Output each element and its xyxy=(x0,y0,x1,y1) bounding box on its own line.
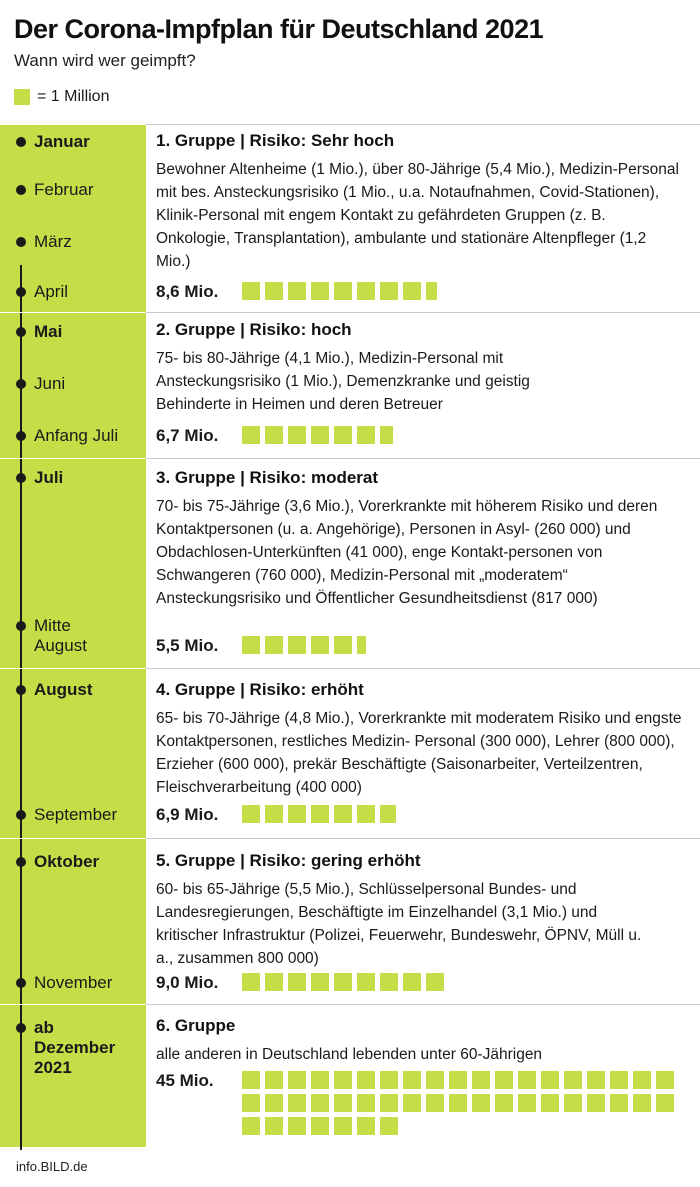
group-divider xyxy=(146,312,700,313)
million-square-icon xyxy=(403,973,421,991)
timeline-month: August xyxy=(34,680,93,699)
timeline-month: Mitte August xyxy=(34,616,87,655)
million-square-icon xyxy=(265,1117,283,1135)
group-heading: 2. Gruppe | Risiko: hoch xyxy=(156,320,352,339)
million-square-icon xyxy=(242,973,260,991)
million-square-icon xyxy=(656,1071,674,1089)
group-total xyxy=(156,426,694,449)
million-square-icon xyxy=(449,1071,467,1089)
timeline-month: Juli xyxy=(34,468,64,487)
timeline-divider xyxy=(0,838,146,839)
legend-label: = 1 Million xyxy=(37,88,110,105)
million-square-icon xyxy=(357,282,375,300)
million-square-icon xyxy=(311,1071,329,1089)
timeline-divider xyxy=(0,1004,146,1005)
million-square-icon xyxy=(288,282,306,300)
timeline-dot-icon xyxy=(16,237,26,247)
timeline-month: Januar xyxy=(34,132,90,151)
million-square-icon xyxy=(472,1071,490,1089)
group-divider xyxy=(146,124,700,125)
group-description: alle anderen in Deutschland lebenden unter 60-Jährigen xyxy=(156,1046,543,1063)
million-square-icon xyxy=(541,1094,559,1112)
million-square-icon xyxy=(288,1094,306,1112)
million-square-icon xyxy=(587,1094,605,1112)
timeline-dot-icon xyxy=(16,473,26,483)
million-square-icon xyxy=(311,282,329,300)
group-divider xyxy=(146,838,700,839)
legend xyxy=(14,88,109,106)
million-square-icon xyxy=(426,1071,444,1089)
million-square-icon xyxy=(265,282,283,300)
million-square-icon xyxy=(564,1094,582,1112)
partial-million-square-icon xyxy=(380,805,396,823)
million-square-icon xyxy=(311,805,329,823)
million-square-icon xyxy=(288,636,306,654)
group-total-label: 8,6 Mio. xyxy=(156,282,219,301)
million-square-icon xyxy=(357,973,375,991)
million-square-icon xyxy=(656,1094,674,1112)
timeline-dot-icon xyxy=(16,621,26,631)
partial-million-square-icon xyxy=(380,426,393,444)
group-total xyxy=(156,1071,694,1140)
group-description: Bewohner Altenheime (1 Mio.), über 80-Jährige (5,4 Mio.), Medizin-Personal mit bes. Ansteckungsrisiko (1 Mio., u.a. Notaufnahmen, Covid-Stationen), Klinik-Personal mit engem Kontakt zu gefährdeten Gruppen (z. B. Onkologie, Transplantation), ambulante und stationäre Altenpfleger (1,2 Mio.) xyxy=(156,161,679,270)
group-total xyxy=(156,636,694,659)
million-square-icon xyxy=(265,1071,283,1089)
group-heading: 4. Gruppe | Risiko: erhöht xyxy=(156,680,364,699)
timeline-month: Oktober xyxy=(34,852,100,871)
group-total-label: 9,0 Mio. xyxy=(156,973,219,992)
million-square-icon xyxy=(242,282,260,300)
million-square-icon xyxy=(495,1071,513,1089)
group-card xyxy=(156,130,691,273)
group-card xyxy=(156,467,691,610)
million-squares xyxy=(242,426,694,449)
group-total xyxy=(156,282,694,305)
million-square-icon xyxy=(426,973,444,991)
million-square-icon xyxy=(334,805,352,823)
million-square-icon xyxy=(242,1071,260,1089)
million-square-icon xyxy=(242,805,260,823)
million-square-icon xyxy=(265,636,283,654)
group-total-label: 5,5 Mio. xyxy=(156,636,219,655)
group-card xyxy=(156,679,691,799)
million-square-icon xyxy=(334,1071,352,1089)
million-square-icon xyxy=(633,1094,651,1112)
million-square-icon xyxy=(495,1094,513,1112)
timeline-dot-icon xyxy=(16,431,26,441)
million-square-icon xyxy=(403,1071,421,1089)
million-square-icon xyxy=(357,1071,375,1089)
million-square-icon xyxy=(633,1071,651,1089)
million-square-icon xyxy=(265,973,283,991)
timeline-dot-icon xyxy=(16,1023,26,1033)
million-squares xyxy=(242,1071,694,1140)
million-squares xyxy=(242,636,694,659)
timeline-divider xyxy=(0,124,146,125)
million-square-icon xyxy=(334,1117,352,1135)
million-square-icon xyxy=(380,1094,398,1112)
timeline-month: November xyxy=(34,973,113,992)
partial-million-square-icon xyxy=(426,282,437,300)
million-square-icon xyxy=(265,1094,283,1112)
million-square-icon xyxy=(380,1071,398,1089)
timeline-divider xyxy=(0,458,146,459)
million-square-icon xyxy=(334,636,352,654)
million-square-icon xyxy=(357,426,375,444)
timeline-dot-icon xyxy=(16,685,26,695)
million-square-icon xyxy=(288,973,306,991)
group-divider xyxy=(146,458,700,459)
group-total-label: 45 Mio. xyxy=(156,1071,214,1090)
million-square-icon xyxy=(242,426,260,444)
timeline-dot-icon xyxy=(16,327,26,337)
timeline-month: ab Dezember 2021 xyxy=(34,1018,116,1077)
group-card xyxy=(156,319,691,416)
million-square-icon xyxy=(564,1071,582,1089)
million-square-icon xyxy=(380,282,398,300)
timeline-dot-icon xyxy=(16,137,26,147)
million-squares xyxy=(242,282,694,305)
group-heading: 3. Gruppe | Risiko: moderat xyxy=(156,468,379,487)
million-square-icon xyxy=(265,426,283,444)
timeline-dot-icon xyxy=(16,978,26,988)
million-square-icon xyxy=(311,973,329,991)
million-square-icon xyxy=(518,1071,536,1089)
timeline-divider xyxy=(0,668,146,669)
million-square-icon xyxy=(587,1071,605,1089)
page-title: Der Corona-Impfplan für Deutschland 2021 xyxy=(14,14,544,44)
million-square-icon xyxy=(610,1094,628,1112)
group-heading: 5. Gruppe | Risiko: gering erhöht xyxy=(156,851,421,870)
group-total-label: 6,9 Mio. xyxy=(156,805,219,824)
million-square-icon xyxy=(311,1094,329,1112)
group-card xyxy=(156,850,691,970)
timeline-dot-icon xyxy=(16,810,26,820)
group-description: 60- bis 65-Jährige (5,5 Mio.), Schlüsselpersonal Bundes- und Landesregierungen, Beschäftigte im Einzelhandel (3,1 Mio.) und kritischer Infrastruktur (Polizei, Feuerwehr, Bundeswehr, ÖPNV, Müll u. a., zusammen 800 000) xyxy=(156,881,642,967)
page-subtitle: Wann wird wer geimpft? xyxy=(14,51,196,70)
group-divider xyxy=(146,1004,700,1005)
timeline-dot-icon xyxy=(16,857,26,867)
timeline-month: September xyxy=(34,805,118,824)
group-divider xyxy=(146,668,700,669)
million-square-icon xyxy=(357,1117,375,1135)
million-square-icon xyxy=(472,1094,490,1112)
timeline-month: Juni xyxy=(34,374,66,393)
million-square-icon xyxy=(380,1117,398,1135)
timeline-line xyxy=(20,265,22,1150)
million-square-icon xyxy=(426,1094,444,1112)
group-total-label: 6,7 Mio. xyxy=(156,426,219,445)
million-square-icon xyxy=(242,636,260,654)
timeline-month: Februar xyxy=(34,180,94,199)
timeline xyxy=(0,124,146,1147)
timeline-month: Anfang Juli xyxy=(34,426,119,445)
timeline-dot-icon xyxy=(16,185,26,195)
million-square-icon xyxy=(403,282,421,300)
group-description: 75- bis 80-Jährige (4,1 Mio.), Medizin-Personal mit Ansteckungsrisiko (1 Mio.), Demenzkranke und geistig Behinderte in Heimen und deren Betreuer xyxy=(156,350,530,413)
million-square-icon xyxy=(610,1071,628,1089)
million-square-icon xyxy=(311,1117,329,1135)
million-square-icon xyxy=(334,426,352,444)
legend-square-icon xyxy=(14,89,30,105)
million-square-icon xyxy=(357,805,375,823)
group-total xyxy=(156,973,694,996)
million-square-icon xyxy=(380,973,398,991)
million-square-icon xyxy=(288,805,306,823)
footer-source: info.BILD.de xyxy=(16,1159,88,1174)
million-square-icon xyxy=(265,805,283,823)
group-description: 70- bis 75-Jährige (3,6 Mio.), Vorerkrankte mit höherem Risiko und deren Kontaktpersonen (u. a. Angehörige), Personen in Asyl- (260 000) und Obdachlosen-Unterkünften (41 000), enge Kontakt-personen von Schwangeren (760 000), Medizin-Personal mit „moderatem“ Ansteckungsrisiko und Öffentlicher Gesundheitsdienst (817 000) xyxy=(156,498,658,607)
million-square-icon xyxy=(334,1094,352,1112)
million-square-icon xyxy=(449,1094,467,1112)
million-square-icon xyxy=(334,973,352,991)
million-square-icon xyxy=(357,1094,375,1112)
million-square-icon xyxy=(311,426,329,444)
timeline-dot-icon xyxy=(16,287,26,297)
million-square-icon xyxy=(242,1094,260,1112)
million-square-icon xyxy=(541,1071,559,1089)
million-square-icon xyxy=(311,636,329,654)
timeline-month: Mai xyxy=(34,322,63,341)
group-heading: 1. Gruppe | Risiko: Sehr hoch xyxy=(156,131,395,150)
timeline-dot-icon xyxy=(16,379,26,389)
million-squares xyxy=(242,973,694,996)
partial-million-square-icon xyxy=(357,636,366,654)
million-square-icon xyxy=(403,1094,421,1112)
million-square-icon xyxy=(518,1094,536,1112)
group-description: 65- bis 70-Jährige (4,8 Mio.), Vorerkrankte mit moderatem Risiko und engste Kontaktpersonen, restliches Medizin- Personal (300 000), Lehrer (800 000), Erzieher (600 000), prekär Beschäftigte (Saisonarbeiter, Verteilzentren, Fleischverarbeitung (400 000) xyxy=(156,710,682,796)
million-square-icon xyxy=(242,1117,260,1135)
timeline-divider xyxy=(0,312,146,313)
timeline-month: April xyxy=(34,282,69,301)
million-square-icon xyxy=(288,1071,306,1089)
timeline-month: März xyxy=(34,232,72,251)
group-card xyxy=(156,1015,691,1066)
group-heading: 6. Gruppe xyxy=(156,1016,236,1035)
million-square-icon xyxy=(288,426,306,444)
million-square-icon xyxy=(288,1117,306,1135)
group-total xyxy=(156,805,694,828)
million-square-icon xyxy=(334,282,352,300)
million-squares xyxy=(242,805,694,828)
